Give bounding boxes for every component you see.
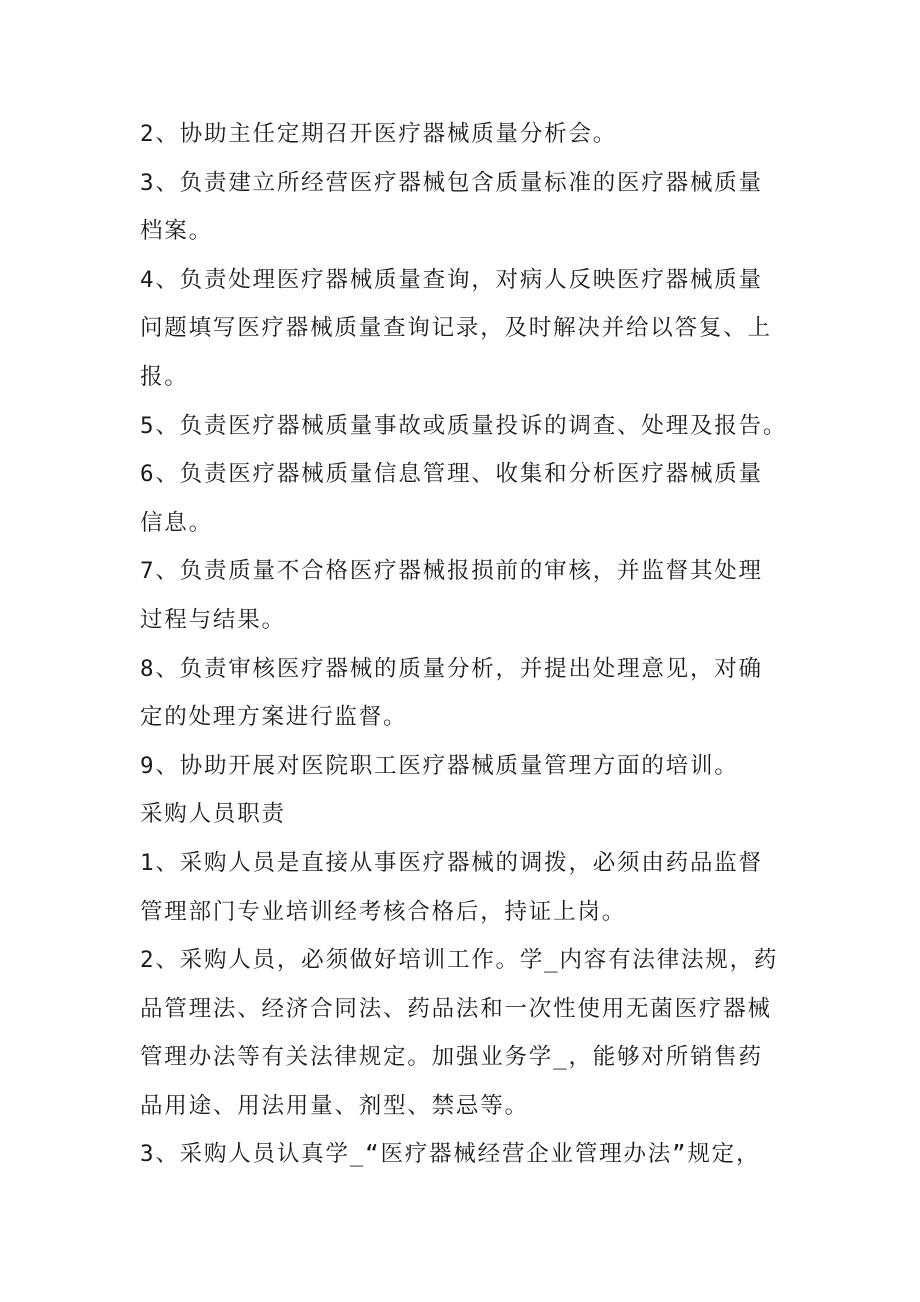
text-line: 档案。 (140, 218, 213, 245)
text-line: 6、负责医疗器械质量信息管理、收集和分析医疗器械质量 (140, 461, 763, 488)
text-line: 品管理法、经济合同法、药品法和一次性使用无菌医疗器械 (140, 995, 772, 1022)
text-line: 2、采购人员，必须做好培训工作。学_内容有法律法规，药 (140, 947, 779, 974)
document-body (140, 110, 800, 1179)
text-line: 8、负责审核医疗器械的质量分析，并提出处理意见，对确 (140, 655, 763, 682)
text-line: 定的处理方案进行监督。 (140, 704, 408, 731)
text-line: 报。 (140, 363, 189, 390)
text-line: 问题填写医疗器械质量查询记录，及时解决并给以答复、上 (140, 315, 772, 342)
text-line: 1、采购人员是直接从事医疗器械的调拨，必须由药品监督 (140, 849, 763, 876)
text-line: 管理办法等有关法律规定。加强业务学_，能够对所销售药 (140, 1044, 763, 1071)
text-line: 9、协助开展对医院职工医疗器械质量管理方面的培训。 (140, 752, 739, 779)
text-line: 品用途、用法用量、剂型、禁忌等。 (140, 1092, 529, 1119)
text-line: 5、负责医疗器械质量事故或质量投诉的调查、处理及报告。 (140, 412, 788, 439)
text-line: 管理部门专业培训经考核合格后，持证上岗。 (140, 898, 627, 925)
text-line: 2、协助主任定期召开医疗器械质量分析会。 (140, 121, 618, 147)
section-heading: 采购人员职责 (140, 801, 286, 828)
text-line: 4、负责处理医疗器械质量查询，对病人反映医疗器械质量 (140, 266, 763, 293)
text-line: 过程与结果。 (140, 606, 286, 633)
text-line: 7、负责质量不合格医疗器械报损前的审核，并监督其处理 (140, 558, 763, 585)
text-line: 信息。 (140, 509, 213, 536)
text-line: 3、采购人员认真学_“医疗器械经营企业管理办法”规定， (140, 1141, 761, 1168)
text-line: 3、负责建立所经营医疗器械包含质量标准的医疗器械质量 (140, 169, 763, 196)
